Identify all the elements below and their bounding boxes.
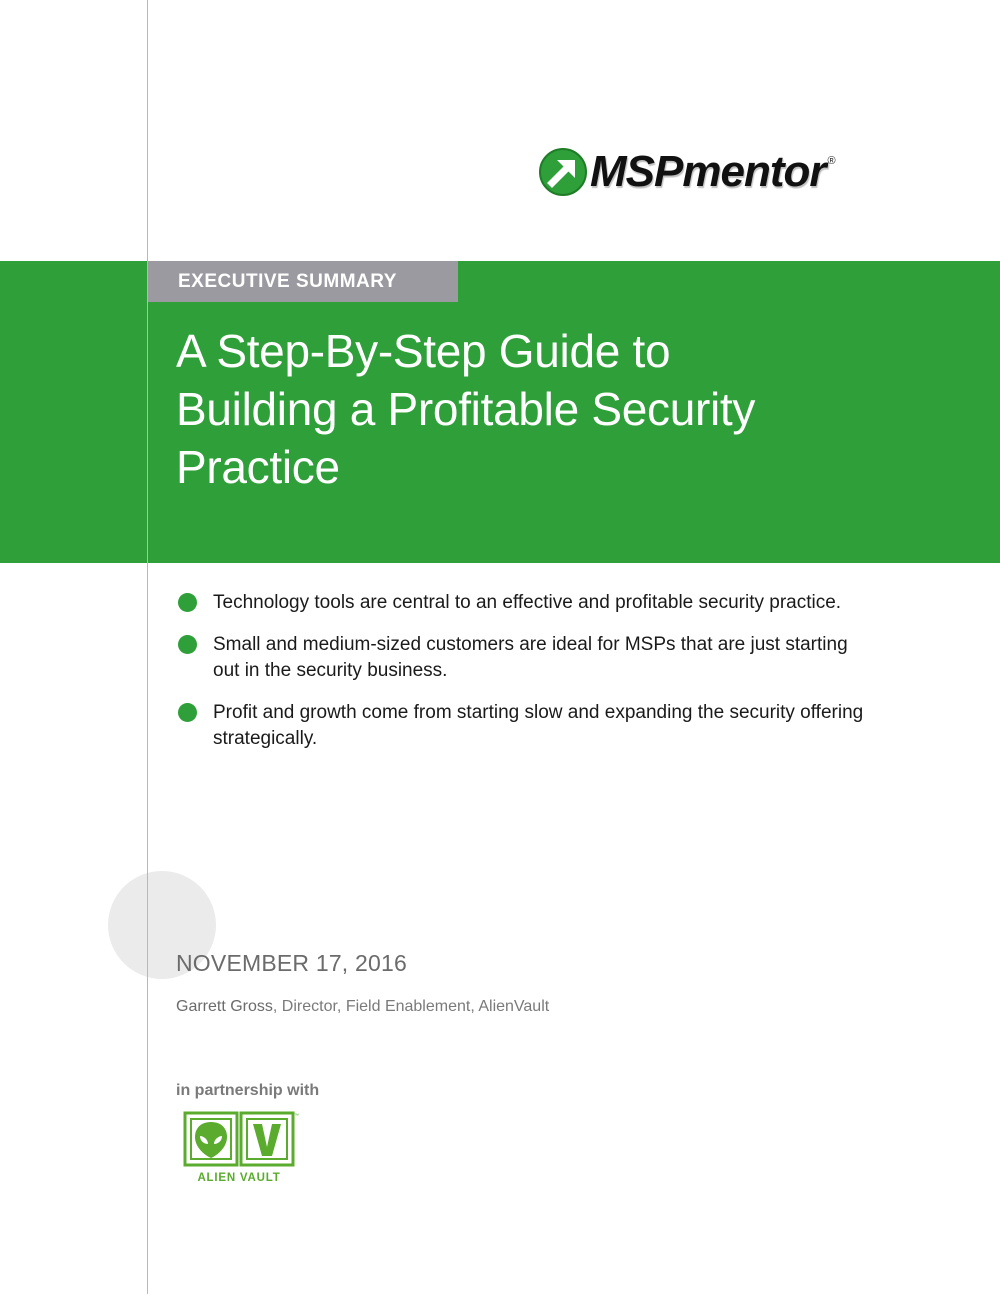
bullet-text-line-1: Profit and growth come from starting slow and expanding the security offering (213, 702, 864, 723)
bullet-dot-icon (178, 635, 197, 654)
mspmentor-logo (538, 144, 836, 200)
alienvault-wordmark: ALIEN VAULT (197, 1172, 281, 1184)
trademark-mark: ™ (294, 1113, 299, 1119)
author-name: Garrett Gross (176, 998, 273, 1015)
bullet-dot-icon (178, 703, 197, 722)
brand-name-part1: MSP (590, 147, 683, 196)
title-line-2: Building a Profitable Security (176, 383, 756, 435)
section-label: EXECUTIVE SUMMARY (148, 261, 458, 302)
bullet-text-line-1: Small and medium-sized customers are ideal for MSPs that are just starting (213, 634, 848, 655)
partnership-label: in partnership with (176, 1082, 320, 1099)
registered-mark: ® (827, 155, 836, 167)
document-title (176, 322, 956, 496)
title-line-1: A Step-By-Step Guide to (176, 325, 671, 377)
bullet-dot-icon (178, 593, 197, 612)
publication-date: NOVEMBER 17, 2016 (176, 950, 407, 976)
bullet-text-line-2: strategically. (213, 728, 318, 749)
summary-bullets (176, 590, 966, 768)
author-role: , Director, Field Enablement, AlienVault (272, 998, 550, 1015)
brand-name-part2: mentor (682, 147, 826, 196)
bullet-item (176, 590, 966, 616)
arrow-up-right-icon (538, 147, 588, 197)
bullet-text-line-2: out in the security business. (213, 660, 448, 681)
title-line-3: Practice (176, 441, 340, 493)
margin-rule (147, 0, 148, 1294)
bullet-item (176, 632, 966, 684)
bullet-item (176, 700, 966, 752)
alienvault-logo (183, 1111, 299, 1187)
bullet-text-line-1: Technology tools are central to an effective and profitable security practice. (213, 592, 842, 613)
author-line (176, 998, 549, 1016)
